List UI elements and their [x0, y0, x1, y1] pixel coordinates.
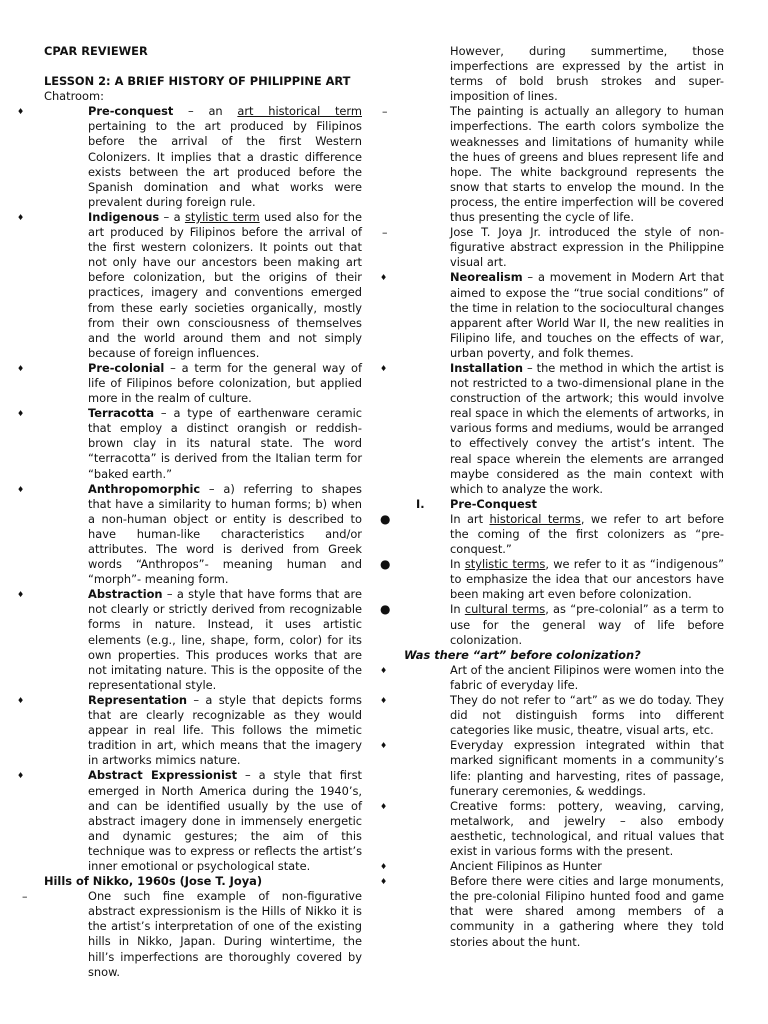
question-item-text: Everyday expression integrated within that marked significant moments in a community’s life: planting and harvesting, rites of passage, funerary ceremonies, & weddings.	[450, 738, 724, 798]
hills-dash-continuation: However, during summertime, those imperfections are expressed by the artist in terms of bold brush strokes and super-imposition of lines.	[450, 44, 724, 104]
term-item	[17, 768, 362, 874]
term-item	[380, 360, 724, 497]
lesson-heading: LESSON 2: A BRIEF HISTORY OF PHILIPPINE ART	[44, 74, 351, 89]
hills-dash-text: Jose T. Joya Jr. introduced the style of non-figurative abstract expression in the Philippine visual art.	[450, 225, 724, 270]
term-definition: – a) referring to shapes that have a similarity to human forms; b) when a non-human object or entity is described to have human-like characteristics and/or attributes. The word is derived from Greek words “Anthropos”- meaning human and “morph”- meaning form.	[88, 481, 362, 587]
diamond-bullet-icon: ♦	[380, 273, 388, 283]
question-item-text: Art of the ancient Filipinos were women into the fabric of everyday life.	[450, 662, 724, 692]
left-column	[17, 44, 362, 980]
term-definition: used also for the art produced by Filipinos before the arrival of the first western colonizers. It points out that not only have our ancestors been making art before colonization, but the origins of their practices, imagery and conventions emerged from these early societies organically, mostly from their own consciousness of themselves and the world around them and not simply because of foreign influences.	[88, 209, 362, 360]
term-item	[380, 270, 725, 361]
section-bullet	[380, 557, 725, 602]
section-number: I.	[416, 496, 425, 511]
bullet-link: stylistic terms	[464, 557, 546, 572]
term-definition: – the method in which the artist is not restricted to a two-dimensional plane in the construction of the artwork; this would involve real space in which the elements of artworks, in various forms and mediums, would be arranged to effectively convey the artist’s intent. The real space wherein the elements are arranged maybe considered as the main context with which to analyze the work.	[450, 360, 724, 496]
dash-bullet-icon: –	[382, 105, 388, 119]
dash-bullet-icon: –	[22, 890, 28, 904]
bullet-text: , we refer to it as “indigenous” to emphasize the idea that our ancestors have been making art even before colonization.	[450, 557, 725, 602]
diamond-bullet-icon: ♦	[17, 107, 25, 117]
diamond-bullet-icon: ♦	[17, 212, 25, 222]
question-item	[380, 693, 724, 738]
question-item-text: They do not refer to “art” as we do today. They did not distinguish forms into different categories like music, theatre, visual arts, etc.	[450, 693, 724, 738]
hills-heading: Hills of Nikko, 1960s (Jose T. Joya)	[44, 874, 263, 889]
bullet-text: , we refer to art before the coming of the first colonizers as “pre-conquest.”	[450, 511, 724, 557]
diamond-bullet-icon: ♦	[380, 801, 388, 811]
diamond-bullet-icon: ♦	[17, 771, 25, 781]
term-sep: – a	[159, 209, 185, 224]
diamond-bullet-icon: ♦	[17, 695, 25, 705]
hills-dash-text: The painting is actually an allegory to human imperfections. The earth colors symbolize the weaknesses and limitations of humanity while the hues of greens and blues represent life and hope. The white background represents the snow that starts to envelop the mound. In the process, the entire imperfection will be covered thus presenting the cycle of life.	[450, 104, 724, 225]
right-column	[380, 44, 725, 950]
question-heading: Was there “art” before colonization?	[404, 647, 641, 662]
bullet-text: In	[450, 602, 465, 617]
question-item	[380, 859, 724, 874]
term-definition: – a style that have forms that are not clearly or strictly derived from recognizable forms in nature. Instead, it uses artistic elements (e.g., line, shape, form, color) for its own properties. This produces works that are not imitating nature. This is the opposite of the representational style.	[88, 587, 362, 692]
term-name: Representation	[88, 692, 188, 707]
term-name: Pre-colonial	[88, 360, 165, 375]
dash-bullet-icon: –	[382, 226, 388, 240]
term-item	[17, 104, 362, 210]
term-item	[17, 209, 362, 361]
question-item-text: Ancient Filipinos as Hunter	[450, 859, 602, 874]
chatroom-label: Chatroom:	[44, 89, 104, 104]
term-item	[17, 406, 362, 481]
diamond-bullet-icon: ♦	[17, 590, 25, 600]
hills-dash-item	[382, 225, 724, 270]
question-item	[380, 798, 724, 859]
dot-bullet-icon: ●	[380, 602, 391, 617]
dot-bullet-icon: ●	[380, 557, 391, 572]
term-definition: pertaining to the art produced by Filipinos before the arrival of the first Western Colonizers. It implies that a drastic difference exists between the art produced before the Spanish domination and what works were prevalent during foreign rule.	[88, 119, 362, 209]
diamond-bullet-icon: ♦	[17, 484, 25, 494]
question-item	[380, 662, 724, 693]
diamond-bullet-icon: ♦	[380, 862, 388, 872]
document-title: CPAR REVIEWER	[44, 44, 148, 58]
term-item	[17, 692, 362, 768]
hills-dash-item	[382, 104, 724, 225]
term-name: Abstraction	[88, 587, 163, 602]
section-bullet	[380, 602, 724, 647]
term-item	[17, 360, 362, 406]
term-name: Installation	[450, 360, 524, 375]
term-definition: – a type of earthenware ceramic that employ a distinct orangish or reddish-brown clay in its natural state. The word “terracotta” is derived from the Italian term for “baked earth.”	[88, 406, 362, 481]
dot-bullet-icon: ●	[380, 511, 391, 526]
term-name: Pre-conquest	[88, 104, 174, 119]
bullet-text: , as “pre-colonial” as a term to use for the general way of life before colonization.	[450, 602, 724, 647]
diamond-bullet-icon: ♦	[17, 409, 25, 419]
bullet-text: In art	[450, 511, 490, 526]
term-definition: – a style that depicts forms that are clearly recognizable as they would appear in real life. This follows the mimetic tradition in art, which means that the imagery in artworks mimics nature.	[88, 692, 362, 768]
term-definition: – a style that first emerged in North America during the 1940’s, and can be identified usually by the use of abstract imagery done in immensely energetic and dynamic gestures; the aim of this technique was to express or reflects the artist’s inner emotional or psychological state.	[88, 768, 362, 873]
term-name: Terracotta	[88, 406, 155, 421]
term-link: stylistic term	[184, 209, 260, 224]
term-definition: – a term for the general way of life of Filipinos before colonization, but applied more in the realm of culture.	[88, 360, 362, 406]
diamond-bullet-icon: ♦	[380, 696, 388, 706]
diamond-bullet-icon: ♦	[380, 877, 388, 887]
section-title: Pre-Conquest	[450, 496, 537, 511]
diamond-bullet-icon: ♦	[17, 363, 25, 373]
bullet-link: historical terms	[489, 511, 581, 526]
term-item	[17, 587, 362, 693]
term-name: Abstract Expressionist	[88, 768, 238, 783]
term-name: Neorealism	[450, 270, 523, 285]
bullet-link: cultural terms	[464, 602, 546, 617]
section-heading	[404, 497, 724, 512]
question-item	[380, 874, 724, 949]
bullet-text: In	[450, 557, 465, 572]
question-item-text: Creative forms: pottery, weaving, carving, metalwork, and jewelry – also embody aesthetic, technological, and ritual values that exist in various forms with the present.	[450, 798, 724, 858]
diamond-bullet-icon: ♦	[380, 741, 388, 751]
question-item-text: Before there were cities and large monuments, the pre-colonial Filipino hunted food and game that were shared among members of a community in a gathering where they told stories about the hunt.	[450, 874, 724, 949]
section-bullet	[380, 511, 724, 557]
hills-dash-text: One such fine example of non-figurative abstract expressionism is the Hills of Nikko it is the artist’s interpretation of one of the existing hills in Nikko, Japan. During wintertime, the hill’s imperfections are thoroughly covered by snow.	[88, 889, 362, 979]
term-item	[17, 481, 362, 588]
term-link: art historical term	[237, 104, 362, 119]
diamond-bullet-icon: ♦	[380, 665, 388, 675]
term-definition: – a movement in Modern Art that aimed to expose the “true social conditions” of the time in relation to the sociocultural changes apparent after World War II, the new realities in Filipino life, and touches on the effects of war, urban poverty, and folk themes.	[450, 270, 725, 360]
hills-dash-item	[22, 889, 362, 980]
term-name: Anthropomorphic	[88, 481, 201, 496]
term-name: Indigenous	[88, 209, 160, 224]
question-item	[380, 738, 724, 798]
diamond-bullet-icon: ♦	[380, 363, 388, 373]
term-sep: – an	[173, 104, 238, 119]
